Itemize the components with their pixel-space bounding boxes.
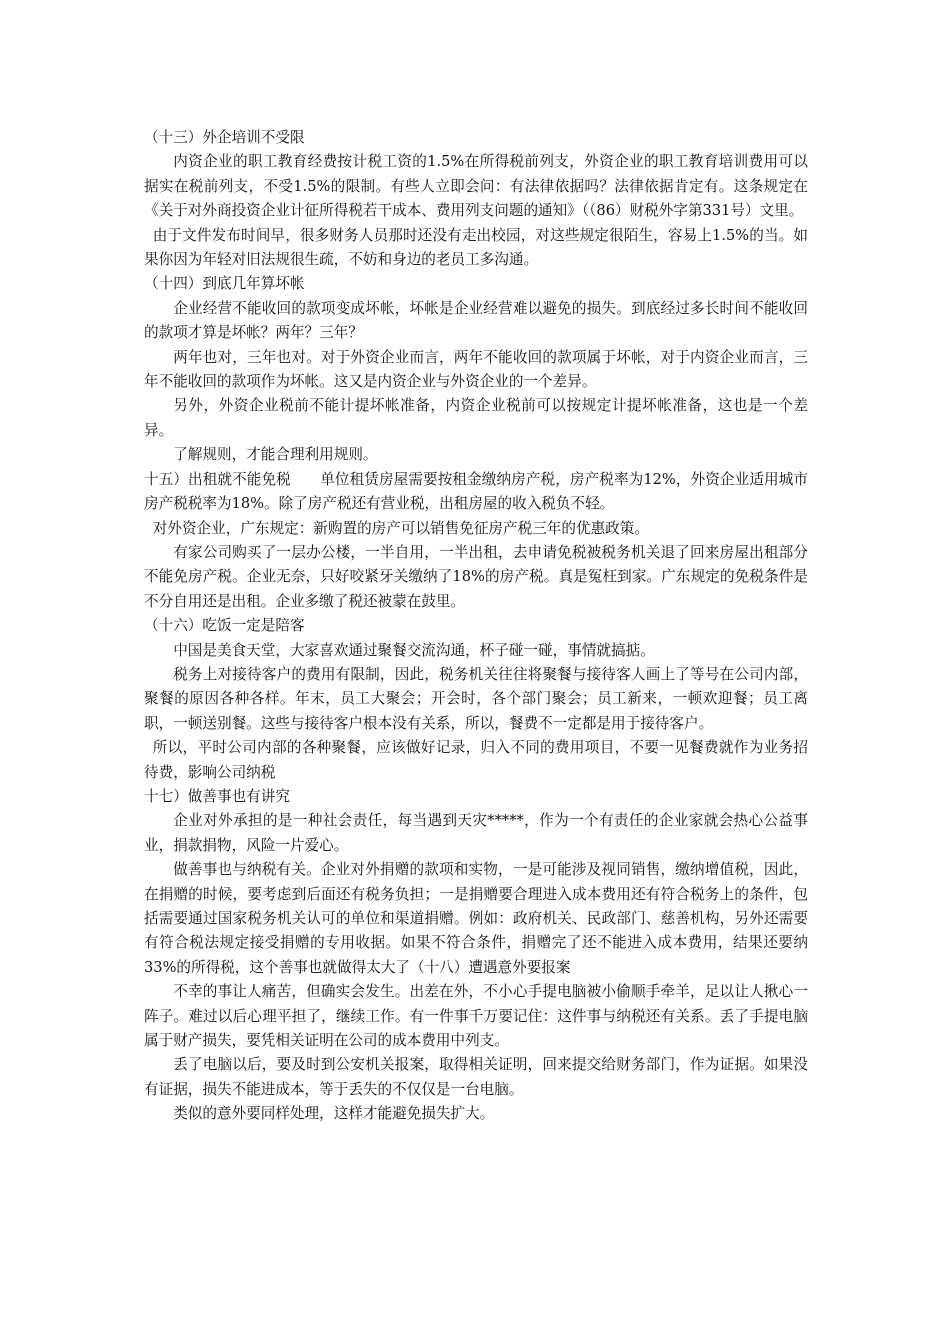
section-heading-15: 十五）出租就不能免税 单位租赁房屋需要按租金缴纳房产税，房产税率为12%，外资企业适用城市房产税税率为18%。除了房产税还有营业税，出租房屋的收入税负不轻。: [144, 470, 808, 513]
paragraph: 做善事也与纳税有关。企业对外捐赠的款项和实物，一是可能涉及视同销售，缴纳增值税，因此，在捐赠的时候，要考虑到后面还有税务负担；一是捐赠要合理进入成本费用还有符合税务上的条件，包括需要通过国家税务机关认可的单位和渠道捐赠。例如：政府机关、民政部门、慈善机构，另外还需要有符合税法规定接受捐赠的专用收据。如果不符合条件，捐赠完了还不能进入成本费用，结果还要纳33%的所得税，这个善事也就做得太大了（十八）遭遇意外要报案: [144, 861, 808, 976]
paragraph: 不幸的事让人痛苦，但确实会发生。出差在外，不小心手提电脑被小偷顺手牵羊，足以让人揪心一阵子。难过以后心理平担了，继续工作。有一件事千万要记住：这件事与纳税还有关系。丢了手提电脑属于财产损失，要凭相关证明在公司的成本费用中列支。: [144, 983, 808, 1050]
paragraph: 两年也对，三年也对。对于外资企业而言，两年不能收回的款项属于坏帐，对于内资企业而言，三年不能收回的款项作为坏帐。这又是内资企业与外资企业的一个差异。: [144, 348, 808, 391]
paragraph: 了解规则，才能合理利用规则。: [173, 446, 378, 464]
paragraph: 有家公司购买了一层办公楼，一半自用，一半出租，去申请免税被税务机关退了回来房屋出租部分不能免房产税。企业无奈，只好咬紧牙关缴纳了18%的房产税。真是冤枉到家。广东规定的免税条件是不分自用还是出租。企业多缴了税还被蒙在鼓里。: [144, 543, 808, 610]
paragraph: 由于文件发布时间早，很多财务人员那时还没有走出校园，对这些规定很陌生，容易上1.5%的当。如果你因为年轻对旧法规很生疏，不妨和身边的老员工多沟通。: [144, 226, 808, 269]
section-heading-16: （十六）吃饭一定是陪客: [144, 617, 305, 635]
document-page: [144, 126, 808, 1127]
paragraph: 税务上对接待客户的费用有限制，因此，税务机关往往将聚餐与接待客人画上了等号在公司内部，聚餐的原因各种各样。年末，员工大聚会；开会时，各个部门聚会；员工新来，一顿欢迎餐；员工离职，一顿送别餐。这些与接待客户根本没有关系，所以，餐费不一定都是用于接待客户。: [144, 665, 808, 732]
paragraph: 所以，平时公司内部的各种聚餐，应该做好记录，归入不同的费用项目，不要一见餐费就作为业务招待费，影响公司纳税: [144, 739, 808, 781]
paragraph: 企业经营不能收回的款项变成坏帐，坏帐是企业经营难以避免的损失。到底经过多长时间不能收回的款项才算是坏帐？两年？三年？: [144, 299, 808, 342]
section-heading-13: （十三）外企培训不受限: [144, 129, 305, 146]
paragraph: 类似的意外要同样处理，这样才能避免损失扩大。: [173, 1105, 495, 1123]
section-heading-17: 十七）做善事也有讲究: [144, 787, 290, 805]
paragraph: 中国是美食天堂，大家喜欢通过聚餐交流沟通，杯子碰一碰，事情就搞掂。: [173, 641, 655, 659]
paragraph: 丢了电脑以后，要及时到公安机关报案，取得相关证明，回来提交给财务部门，作为证据。如果没有证据，损失不能进成本，等于丢失的不仅仅是一台电脑。: [144, 1056, 808, 1098]
section-heading-14: （十四）到底几年算坏帐: [144, 275, 305, 293]
paragraph: 内资企业的职工教育经费按计税工资的1.5%在所得税前列支，外资企业的职工教育培训费用可以据实在税前列支，不受1.5%的限制。有些人立即会问：有法律依据吗？法律依据肯定有。这条规定在《关于对外商投资企业计征所得税若干成本、费用列支问题的通知》（（86）财税外字第331号）文里。: [144, 153, 808, 220]
paragraph: 企业对外承担的是一种社会责任，每当遇到天灾*****，作为一个有责任的企业家就会热心公益事业，捐款捐物，风险一片爱心。: [144, 812, 808, 854]
paragraph: 另外，外资企业税前不能计提坏帐准备，内资企业税前可以按规定计提坏帐准备，这也是一个差异。: [144, 397, 808, 439]
paragraph: 对外资企业，广东规定：新购置的房产可以销售免征房产税三年的优惠政策。: [152, 519, 649, 537]
